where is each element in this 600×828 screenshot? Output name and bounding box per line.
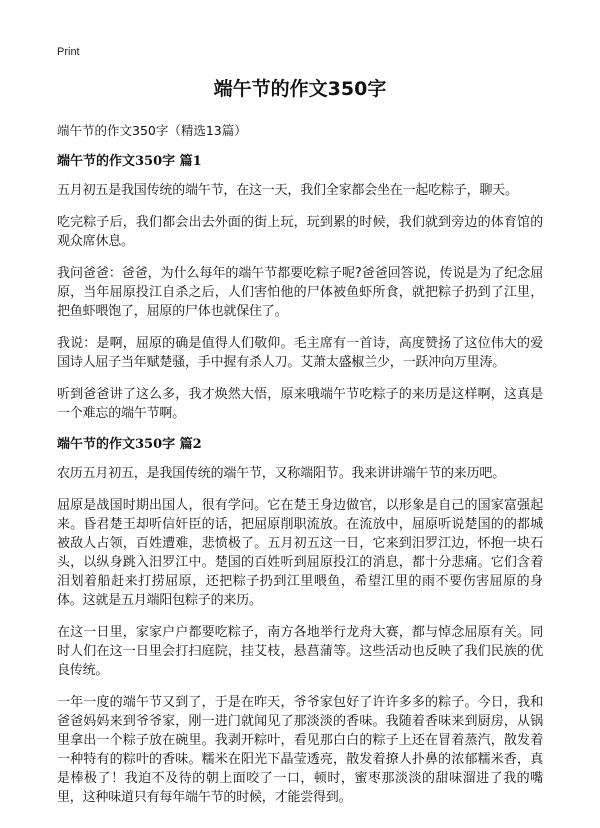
document-subtitle: 端午节的作文350字（精选13篇） bbox=[57, 123, 247, 138]
paragraph: 一年一度的端午节又到了，于是在昨天，爷爷家包好了许许多多的粽子。今日，我和爸爸妈妈来到爷爷家，刚一进门就闻见了那淡淡的香味。我随着香味来到厨房，从锅里拿出一个粽子放在碗里。我剥开粽叶，看见那白白的粽子上还在冒着蒸汽，散发着一种特有的粽叶的香味。糯米在阳光下晶莹透亮，散发着撩人扑鼻的浓郁糯米香，真是棒极了！我迫不及待的朝上面咬了一口，顿时，蜜枣那淡淡的甜味溜进了我的嘴里，这种味道只有每年端午节的时候，才能尝得到。 bbox=[57, 695, 543, 805]
paragraph: 屈原是战国时期出国人，很有学问。它在楚王身边做官，以形象是自己的国家富强起来。昏君楚王却听信奸臣的话，把屈原削职流放。在流放中，屈原听说楚国的的都城被敌人占领，百姓遭难，悲愤极了。五月初五这一日，它来到汨罗江边，怀抱一块石头，以纵身跳入汨罗江中。楚国的百姓听到屈原投江的消息，都十分悲痛。它们含着泪划着船赶来打捞屈原，还把粽子扔到江里喂鱼，希望江里的雨不要伤害屈原的身体。这就是五月端阳包粽子的来历。 bbox=[57, 498, 543, 608]
article-body bbox=[57, 153, 543, 820]
section-heading: 端午节的作文350字 篇2 bbox=[57, 437, 202, 452]
paragraph: 五月初五是我国传统的端午节，在这一天，我们全家都会坐在一起吃粽子，聊天。 bbox=[57, 183, 518, 198]
print-label: Print bbox=[57, 46, 80, 58]
section-heading: 端午节的作文350字 篇1 bbox=[57, 154, 202, 169]
paragraph: 在这一日里，家家户户都要吃粽子，南方各地举行龙舟大赛，都与悼念屈原有关。同时人们在这一日里会打扫庭院，挂艾枝，悬菖蒲等。这些活动也反映了我们民族的优良传统。 bbox=[57, 625, 543, 678]
essay-section-2 bbox=[57, 436, 543, 807]
paragraph: 我说：是啊，屈原的确是值得人们敬仰。毛主席有一首诗，高度赞扬了这位伟大的爱国诗人屈子当年赋楚骚，手中握有杀人刀。艾萧太盛椒兰少，一跃冲向万里涛。 bbox=[57, 336, 543, 370]
paragraph: 吃完粽子后，我们都会出去外面的街上玩，玩到累的时候，我们就到旁边的体育馆的观众席休息。 bbox=[57, 215, 543, 249]
essay-section-1 bbox=[57, 153, 543, 423]
paragraph: 农历五月初五，是我国传统的端午节，又称端阳节。我来讲讲端午节的来历吧。 bbox=[57, 466, 506, 481]
paragraph: 我问爸爸：爸爸，为什么每年的端午节都要吃粽子呢?爸爸回答说，传说是为了纪念屈原，当年屈原投江自杀之后，人们害怕他的尸体被鱼虾所食，就把粽子扔到了江里，把鱼虾喂饱了，屈原的尸体也就保住了。 bbox=[57, 266, 543, 319]
paragraph: 听到爸爸讲了这么多，我才焕然大悟，原来哦端午节吃粽子的来历是这样啊，这真是一个难忘的端午节啊。 bbox=[57, 387, 543, 421]
page-title: 端午节的作文350字 bbox=[213, 78, 387, 100]
